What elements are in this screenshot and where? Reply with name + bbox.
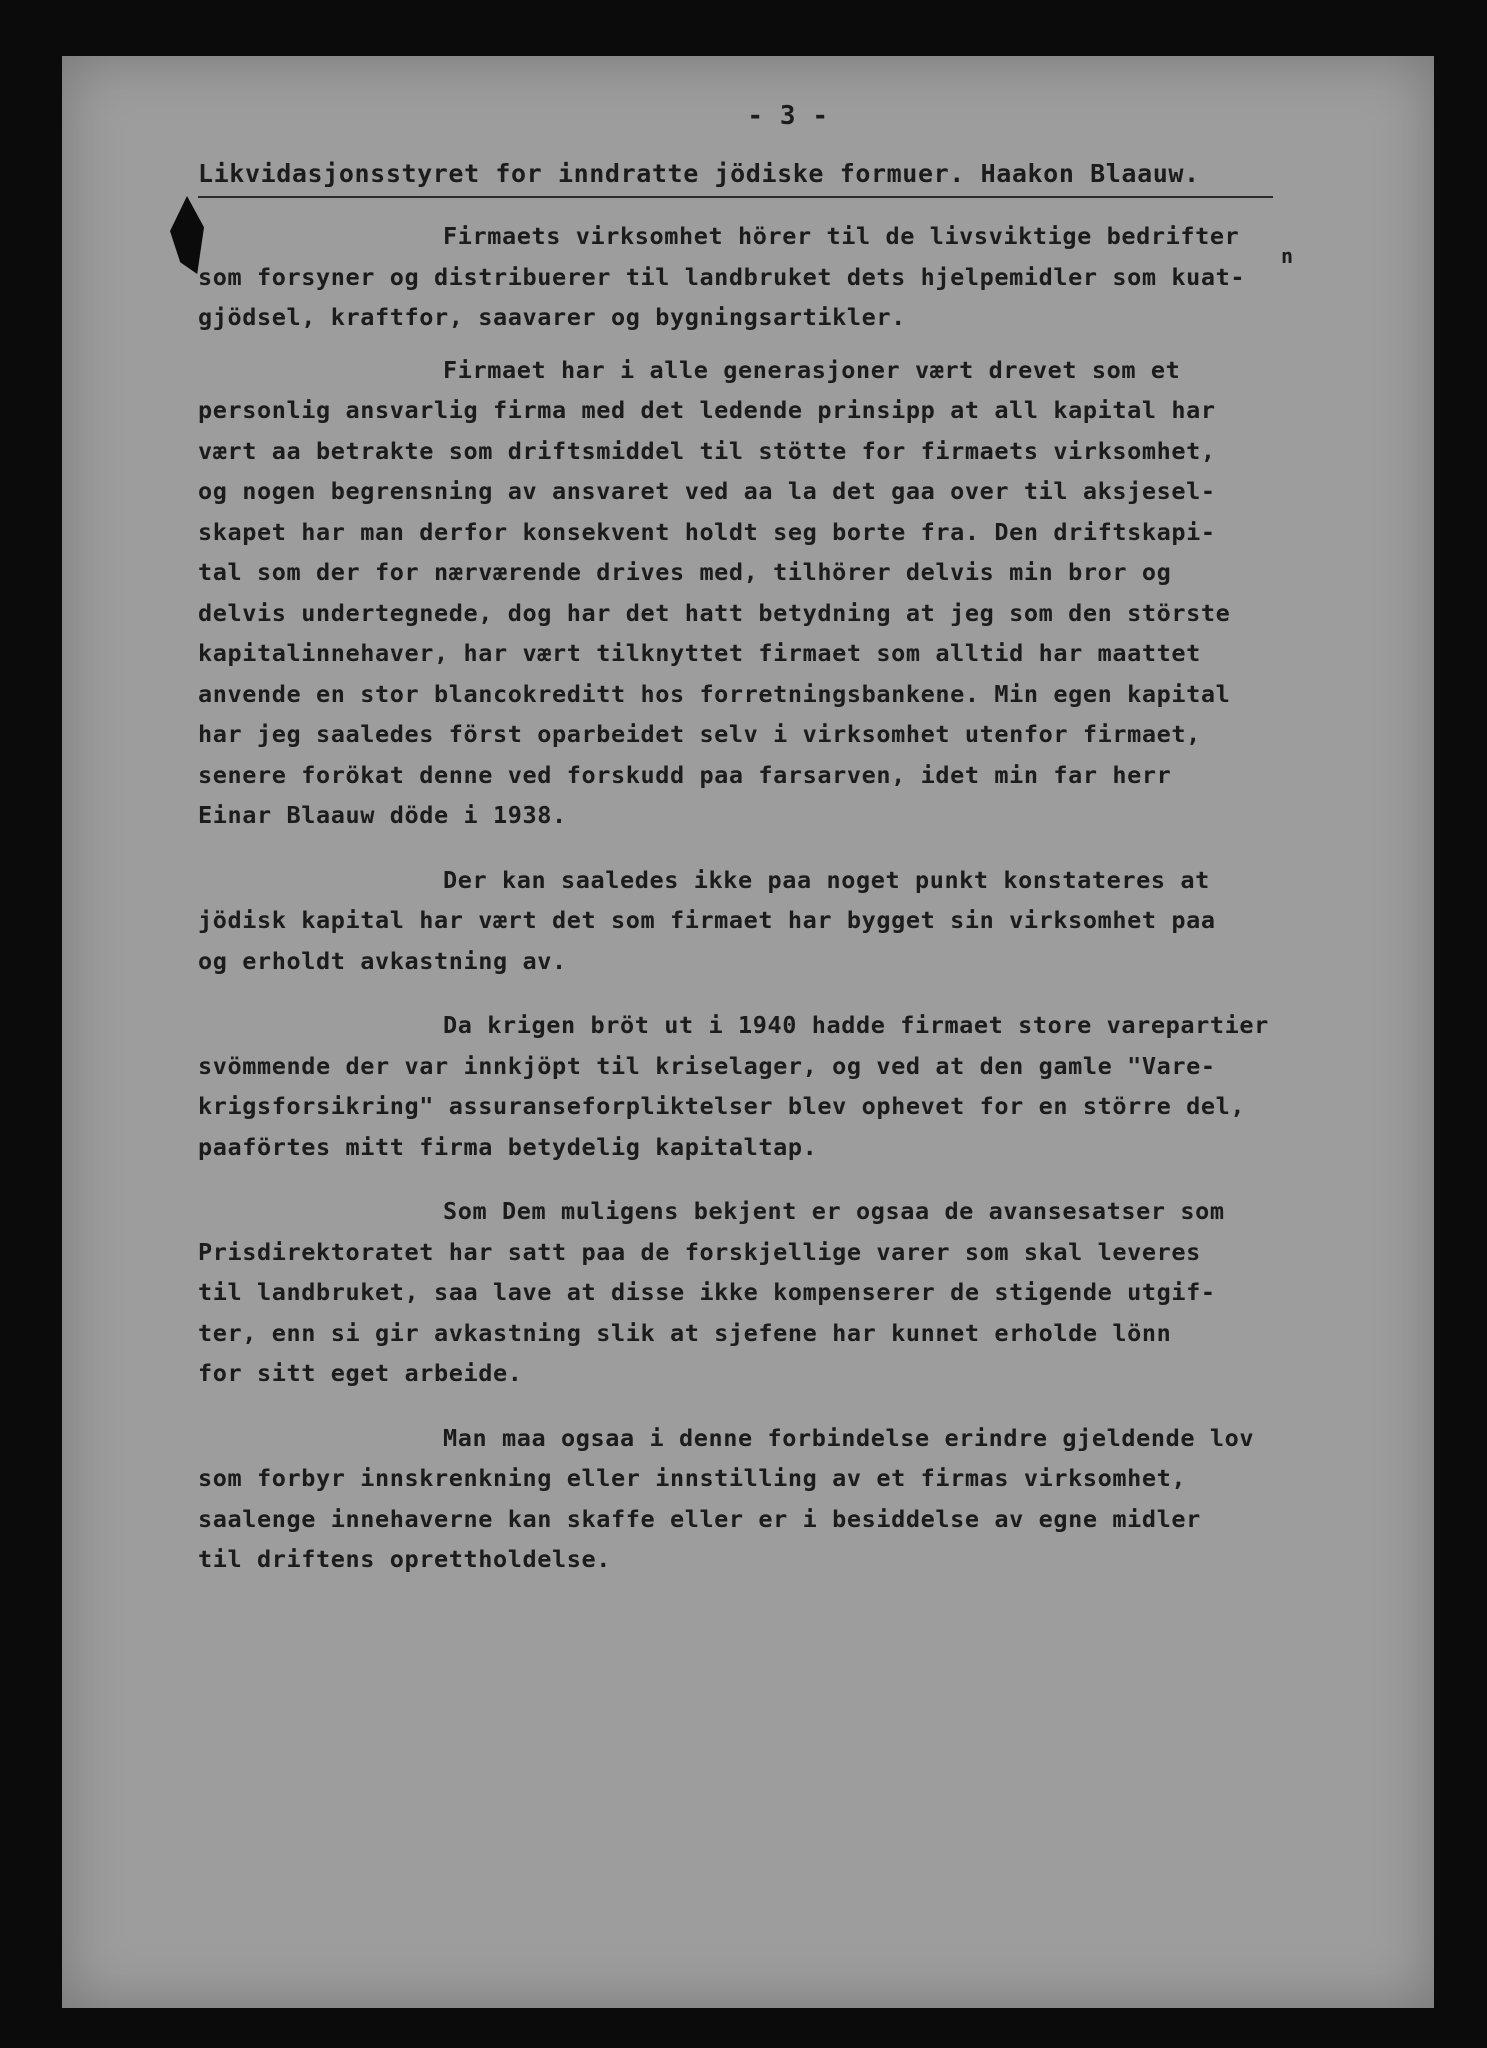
text-line: og nogen begrensning av ansvaret ved aa la det gaa over til aksjesel- — [198, 477, 1216, 505]
document-body — [198, 96, 1368, 1580]
paragraph — [198, 216, 1368, 338]
text-line: skapet har man derfor konsekvent holdt seg borte fra. Den driftskapi- — [198, 517, 1216, 546]
text-line: har jeg saaledes först oparbeidet selv i virksomhet utenfor firmaet, — [198, 720, 1201, 748]
text-line: og erholdt avkastning av. — [198, 946, 567, 975]
text-line: paaförtes mitt firma betydelig kapitaltap. — [198, 1132, 818, 1161]
text-line: Der kan saaledes ikke paa noget punkt konstateres at — [443, 865, 1210, 894]
text-line: delvis undertegnede, dog har det hatt betydning at jeg som den störste — [198, 598, 1231, 627]
paragraph — [198, 350, 1368, 836]
document-heading: Likvidasjonsstyret for inndratte jödiske formuer. Haakon Blaauw. — [198, 154, 1368, 204]
text-line: saalenge innehaverne kan skaffe eller er i besiddelse av egne midler — [198, 1504, 1201, 1533]
text-line: anvende en stor blancokreditt hos forretningsbankene. Min egen kapital — [198, 679, 1231, 708]
text-line: Firmaet har i alle generasjoner vært drevet som et — [443, 355, 1181, 384]
text-line: til driftens oprettholdelse. — [198, 1545, 611, 1573]
text-line: til landbruket, saa lave at disse ikke kompenserer de stigende utgif- — [198, 1278, 1216, 1306]
text-line: krigsforsikring" assuranseforpliktelser blev ophevet for en större del, — [198, 1092, 1246, 1120]
text-line: jödisk kapital har vært det som firmaet har bygget sin virksomhet paa — [198, 906, 1216, 934]
paragraph — [198, 1191, 1368, 1394]
text-line: for sitt eget arbeide. — [198, 1359, 523, 1387]
text-line: tal som der for nærværende drives med, tilhörer delvis min bror og — [198, 558, 1172, 586]
handwritten-correction: n — [1281, 244, 1294, 268]
text-line: senere forökat denne ved forskudd paa farsarven, idet min far herr — [198, 760, 1172, 789]
text-line: vært aa betrakte som driftsmiddel til stötte for firmaets virksomhet, — [198, 436, 1216, 465]
text-line: Man maa ogsaa i denne forbindelse erindre gjeldende lov — [443, 1423, 1255, 1452]
text-line: som forbyr innskrenkning eller innstilling av et firmas virksomhet, — [198, 1464, 1187, 1492]
page-number: - 3 - — [747, 101, 829, 131]
text-line: Prisdirektoratet har satt paa de forskjellige varer som skal leveres — [198, 1237, 1201, 1266]
text-line: Einar Blaauw döde i 1938. — [198, 801, 567, 829]
paragraph — [198, 1418, 1368, 1580]
text-line: ter, enn si gir avkastning slik at sjefene har kunnet erholde lönn — [198, 1318, 1172, 1347]
text-line: gjödsel, kraftfor, saavarer og bygningsartikler. — [198, 303, 906, 331]
text-line: kapitalinnehaver, har vært tilknyttet firmaet som alltid har maattet — [198, 639, 1201, 667]
text-line: svömmende der var innkjöpt til kriselager, og ved at den gamle "Vare- — [198, 1051, 1216, 1080]
paragraph — [198, 1005, 1368, 1167]
paragraph — [198, 860, 1368, 982]
text-line: personlig ansvarlig firma med det ledende prinsipp at all kapital har — [198, 396, 1216, 424]
text-line: som forsyner og distribuerer til landbruket dets hjelpemidler som kuat- — [198, 262, 1246, 291]
text-line: Som Dem muligens bekjent er ogsaa de avansesatser som — [443, 1197, 1225, 1225]
text-line: Da krigen bröt ut i 1940 hadde firmaet store varepartier — [443, 1011, 1269, 1039]
text-line: Firmaets virksomhet hörer til de livsviktige bedrifter — [443, 222, 1240, 250]
